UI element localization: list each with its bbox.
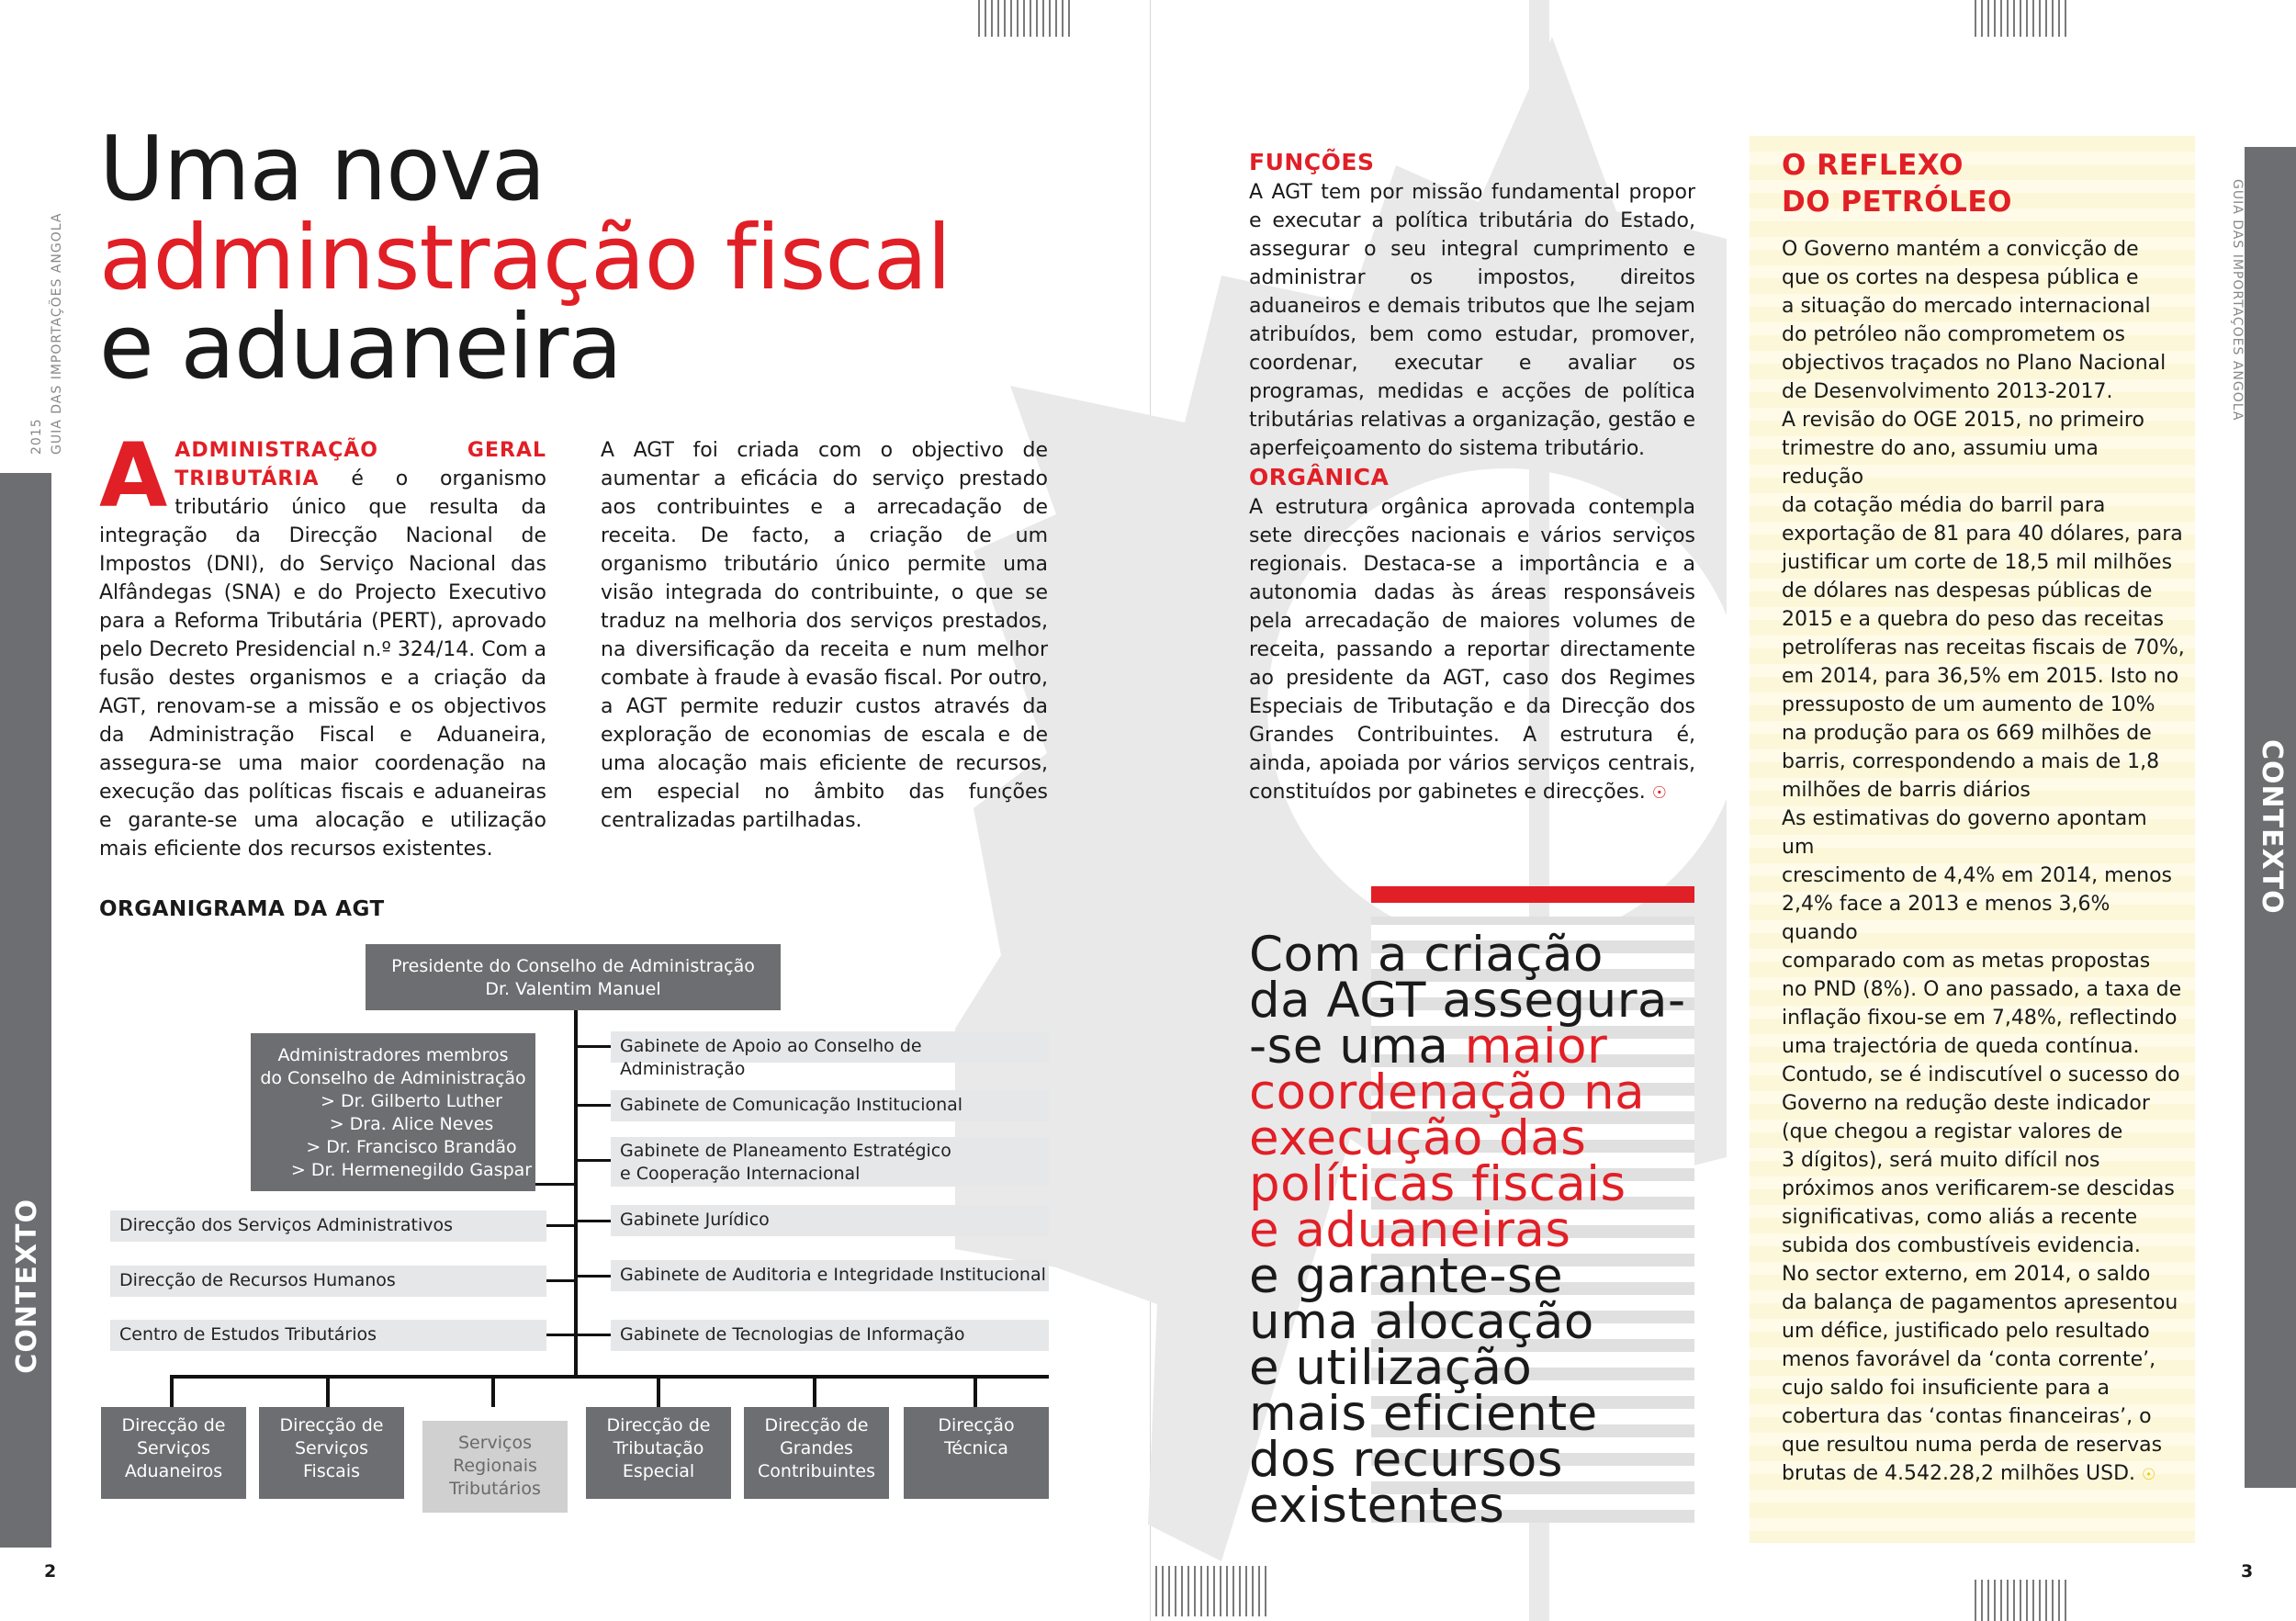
org-right-unit [611, 1320, 1049, 1351]
funcoes-heading: FUNÇÕES [1249, 149, 1375, 175]
intro-col2-text: A AGT foi criada com o objectivo de aumentar a eficácia do serviço prestado aos contribuintes e a arrecadação de receita. De facto, a criação de um organismo tributário único permite uma visão integrada do contribuinte, o que se traduz na melhoria dos serviços prestados, na diversificação da receita e num melhor combate à fraude à evasão fiscal. Por outro, a AGT permite reduzir custos através da exploração de economias de escala e de uma alocação mais eficiente de recursos, em especial no âmbito das funções centralizadas partilhadas. [601, 439, 1048, 832]
unit-label: Tributação [613, 1438, 704, 1458]
stub-right [574, 1275, 611, 1278]
sidebar-line: As estimativas do governo apontam um [1782, 807, 2147, 859]
unit-label: Serviços [136, 1438, 211, 1458]
sidebar-line: do petróleo não comprometem os [1782, 323, 2125, 346]
funcoes-text: A AGT tem por missão fundamental propor e executar a política tributária do Estado, assegurar o seu integral cumprimento e administrar os impostos, direitos aduaneiros e demais tributos que lhe sejam atribuídos, bem como estudar, promover, coordenar, executar e avaliar os programas, medidas e acções de política tributárias relativas a organização, gestão e aperfeiçoamento do sistema tributário. [1249, 181, 1695, 460]
sidebar-line: cobertura das ‘contas financeiras’, o [1782, 1405, 2152, 1428]
unit-label: Tributários [449, 1479, 541, 1499]
org-president-box [366, 944, 781, 1010]
unit-label: Direcção de Recursos Humanos [119, 1270, 396, 1290]
unit-label: Contribuintes [758, 1461, 875, 1481]
organica-heading: ORGÂNICA [1249, 464, 1390, 490]
unit-label: Gabinete de Planeamento Estratégico [620, 1141, 951, 1161]
sidebar-line: milhões de barris diários [1782, 779, 2031, 802]
unit-label: Direcção [938, 1415, 1015, 1435]
lead-in: ADMINISTRAÇÃO GERAL TRIBUTÁRIA [174, 439, 546, 490]
org-admins-box [251, 1033, 535, 1191]
sidebar-title [1782, 147, 2012, 220]
quote-line-red: e aduaneiras [1249, 1202, 1571, 1258]
guide-title: GUIA DAS IMPORTAÇÕES ANGOLA [2230, 179, 2245, 422]
org-left-unit [110, 1320, 546, 1351]
stub-right [574, 1104, 611, 1107]
title-line-1: Uma nova [99, 117, 546, 220]
sidebar-line: 3 dígitos), será muito difícil nos [1782, 1149, 2100, 1172]
unit-label: Gabinete Jurídico [620, 1210, 770, 1230]
admins-line: > Dr. Hermenegildo Gaspar [290, 1160, 533, 1180]
sidebar-line: 2015 e a quebra do peso das receitas [1782, 608, 2165, 631]
petroleum-sidebar [1750, 136, 2195, 1543]
quote-line [1249, 1019, 1727, 1075]
sidebar-line: menos favorável da ‘conta corrente’, [1782, 1348, 2156, 1371]
sidebar-line: no PND (8%). O ano passado, a taxa de [1782, 978, 2182, 1001]
intro-column-2 [601, 436, 1048, 835]
sidebar-line: de Desenvolvimento 2013-2017. [1782, 380, 2113, 403]
org-bottom-unit [259, 1407, 404, 1499]
sidebar-line: inflação fixou-se em 7,48%, reflectindo [1782, 1007, 2178, 1030]
sidebar-line: da cotação média do barril para [1782, 494, 2106, 517]
sidebar-line: em 2014, para 36,5% em 2015. Isto no [1782, 665, 2179, 688]
quote-line: existentes [1249, 1478, 1505, 1534]
stub-left [546, 1224, 576, 1227]
bottom-hatch-right [1975, 1580, 2071, 1621]
quote-line: Com a criação [1249, 927, 1604, 983]
bus-drop [326, 1375, 330, 1407]
quote-line: mais eficiente [1249, 1386, 1598, 1442]
stub-right [574, 1220, 611, 1222]
unit-label: e Cooperação Internacional [620, 1164, 861, 1184]
stub-right [574, 1159, 611, 1162]
organica-body: A estrutura orgânica aprovada contempla sete direcções nacionais e vários serviços regionais. Destaca-se a importância e a autonomia dadas às áreas responsáveis pela arrecadação de maiores volumes de receita, passando a reportar directamente ao presidente da AGT, caso dos Regimes Especiais de Tributação e da Direcção dos Grandes Contribuintes. A estrutura é, ainda, apoiada por vários serviços centrais, constituídos por gabinetes e direcções. [1249, 496, 1695, 804]
org-right-unit [611, 1137, 1049, 1187]
stub-right [574, 1334, 611, 1336]
quote-red-bar [1371, 886, 1694, 903]
org-right-unit [611, 1031, 1049, 1079]
sidebar-line: objectivos traçados no Plano Nacional [1782, 352, 2167, 375]
sidebar-line: próximos anos verificarem-se descidas [1782, 1177, 2175, 1200]
unit-label: Grandes [780, 1438, 853, 1458]
sidebar-line: significativas, como aliás a recente [1782, 1206, 2138, 1229]
unit-label: Gabinete de Apoio ao Conselho de Administração [620, 1036, 922, 1079]
org-right-unit [611, 1260, 1049, 1291]
sidebar-line: subida dos combustíveis evidencia. [1782, 1234, 2141, 1257]
unit-label: Aduaneiros [124, 1461, 223, 1481]
quote-line: e utilização [1249, 1340, 1533, 1396]
sidebar-last-line: brutas de 4.542.28,2 milhões USD. [1782, 1462, 2136, 1485]
unit-label: Serviços [457, 1433, 533, 1453]
president-name: Dr. Valentim Manuel [485, 979, 661, 999]
quote-line: e garante-se [1249, 1248, 1564, 1304]
unit-label: Gabinete de Tecnologias de Informação [620, 1324, 965, 1345]
org-chart-title: ORGANIGRAMA DA AGT [99, 897, 385, 921]
sidebar-line: No sector externo, em 2014, o saldo [1782, 1263, 2151, 1286]
sidebar-line: 2,4% face a 2013 e menos 3,6% quando [1782, 893, 2110, 944]
unit-label: Direcção de [121, 1415, 226, 1435]
sidebar-line: (que chegou a registar valores de [1782, 1120, 2123, 1143]
right-section-tab [2245, 147, 2296, 1488]
sidebar-line: petrolíferas nas receitas fiscais de 70%, [1782, 636, 2185, 659]
page-number-left: 2 [44, 1561, 57, 1582]
bottom-bus [170, 1375, 1049, 1379]
quote-line: da AGT assegura- [1249, 973, 1686, 1029]
quote-line: uma alocação [1249, 1294, 1594, 1350]
page-number-right: 3 [2241, 1561, 2254, 1582]
intro-text: é o organismo tributário único que resulta da integração da Direcção Nacional de Impostos (DNI), do Serviço Nacional das Alfândegas (SNA) e do Projecto Executivo para a Reforma Tributária (PERT), aprovado pelo Decreto Presidencial n.º 324/14. Com a fusão destes organismos e a criação da AGT, renovam-se a missão e os objectivos da Administração Fiscal e Aduaneira, assegura-se uma maior coordenação na execução das políticas fiscais e aduaneiras e garante-se uma alocação e utilização mais eficiente dos recursos existentes. [99, 467, 547, 861]
organica-text [1249, 493, 1695, 807]
title-line-3: e aduaneira [99, 295, 622, 399]
sidebar-line [1782, 1459, 2186, 1490]
unit-label: Gabinete de Comunicação Institucional [620, 1095, 963, 1115]
stub-left [546, 1279, 576, 1282]
quote-line-red: execução das [1249, 1110, 1587, 1166]
admins-line: > Dr. Gilberto Luther [321, 1091, 502, 1111]
admins-line: > Dr. Francisco Brandão [306, 1137, 517, 1157]
title-line-2: adminstração fiscal [99, 206, 951, 310]
sidebar-line: A revisão do OGE 2015, no primeiro [1782, 409, 2144, 432]
org-left-unit [110, 1266, 546, 1297]
stub-right [574, 1045, 611, 1048]
org-bottom-unit [744, 1407, 889, 1499]
sidebar-line: cujo saldo foi insuficiente para a [1782, 1377, 2110, 1400]
drop-cap: A [99, 424, 168, 527]
president-title: Presidente do Conselho de Administração [391, 956, 755, 976]
end-mark-icon: ☉ [2142, 1466, 2156, 1484]
stub-left [546, 1334, 576, 1336]
unit-label: Fiscais [303, 1461, 360, 1481]
quote-line-red: políticas fiscais [1249, 1156, 1626, 1212]
stub-left [533, 1183, 576, 1186]
unit-label: Centro de Estudos Tributários [119, 1324, 377, 1345]
org-bottom-unit [101, 1407, 246, 1499]
bus-drop [491, 1375, 495, 1407]
sidebar-line: de dólares nas despesas públicas de [1782, 580, 2153, 602]
quote-text: -se uma [1249, 1019, 1465, 1075]
sidebar-line: O Governo mantém a convicção de [1782, 238, 2139, 261]
quote-line-red: coordenação na [1249, 1064, 1646, 1120]
end-mark-icon: ☉ [1651, 783, 1667, 803]
admins-line: do Conselho de Administração [260, 1068, 526, 1088]
admins-line: Administradores membros [277, 1045, 509, 1065]
org-right-unit [611, 1090, 1049, 1121]
unit-label: Serviços [294, 1438, 369, 1458]
page-title [99, 117, 951, 399]
top-hatch-right [1975, 0, 2071, 37]
sidebar-line: barris, correspondendo a mais de 1,8 [1782, 750, 2160, 773]
unit-label: Regionais [453, 1456, 537, 1476]
sidebar-line: um défice, justificado pelo resultado [1782, 1320, 2150, 1343]
unit-label: Direcção de [606, 1415, 711, 1435]
sidebar-line: comparado com as metas propostas [1782, 950, 2151, 973]
unit-label: Gabinete de Auditoria e Integridade Institucional [620, 1265, 1046, 1285]
section-label: CONTEXTO [11, 1199, 43, 1374]
sidebar-line: justificar um corte de 18,5 mil milhões [1782, 551, 2173, 574]
year: 2015 [29, 418, 44, 455]
sidebar-line: trimestre do ano, assumiu uma redução [1782, 437, 2099, 489]
org-left-unit [110, 1210, 546, 1242]
sidebar-line: da balança de pagamentos apresentou [1782, 1291, 2178, 1314]
quote-text-red: maior [1464, 1019, 1608, 1075]
sidebar-line: pressuposto de um aumento de 10% [1782, 693, 2155, 716]
sidebar-line: crescimento de 4,4% em 2014, menos [1782, 864, 2172, 887]
unit-label: Direcção de [279, 1415, 384, 1435]
sidebar-body [1782, 235, 2186, 1490]
sidebar-line: Contudo, se é indiscutível o sucesso do [1782, 1064, 2180, 1086]
bus-drop [974, 1375, 977, 1407]
unit-label: Direcção dos Serviços Administrativos [119, 1215, 454, 1235]
sidebar-title-line: DO PETRÓLEO [1782, 186, 2012, 219]
org-bottom-unit [422, 1421, 568, 1513]
sidebar-line: exportação de 81 para 40 dólares, para [1782, 523, 2183, 546]
sidebar-line: uma trajectória de queda contínua. [1782, 1035, 2140, 1058]
sidebar-line: que os cortes na despesa pública e [1782, 266, 2139, 289]
pull-quote [1249, 927, 1727, 1534]
guide-title: GUIA DAS IMPORTAÇÕES ANGOLA [50, 212, 64, 455]
intro-column-1 [99, 424, 547, 863]
org-bottom-unit [586, 1407, 731, 1499]
sidebar-title-line: O REFLEXO [1782, 149, 1964, 182]
org-bottom-unit [904, 1407, 1049, 1499]
quote-line: dos recursos [1249, 1432, 1563, 1488]
sidebar-line: na produção para os 669 milhões de [1782, 722, 2152, 745]
unit-label: Especial [622, 1461, 695, 1481]
trunk-line [574, 1010, 578, 1378]
section-label: CONTEXTO [2256, 739, 2288, 915]
unit-label: Técnica [944, 1438, 1008, 1458]
bus-drop [170, 1375, 174, 1407]
left-section-tab [0, 473, 51, 1548]
admins-line: > Dra. Alice Neves [329, 1114, 494, 1134]
sidebar-line: a situação do mercado internacional [1782, 295, 2151, 318]
left-running-header [28, 179, 70, 455]
sidebar-line: que resultou numa perda de reservas [1782, 1434, 2163, 1457]
sidebar-line: Governo na redução deste indicador [1782, 1092, 2150, 1115]
bus-drop [813, 1375, 816, 1407]
org-right-unit [611, 1205, 1049, 1236]
bus-drop [657, 1375, 660, 1407]
unit-label: Direcção de [764, 1415, 869, 1435]
